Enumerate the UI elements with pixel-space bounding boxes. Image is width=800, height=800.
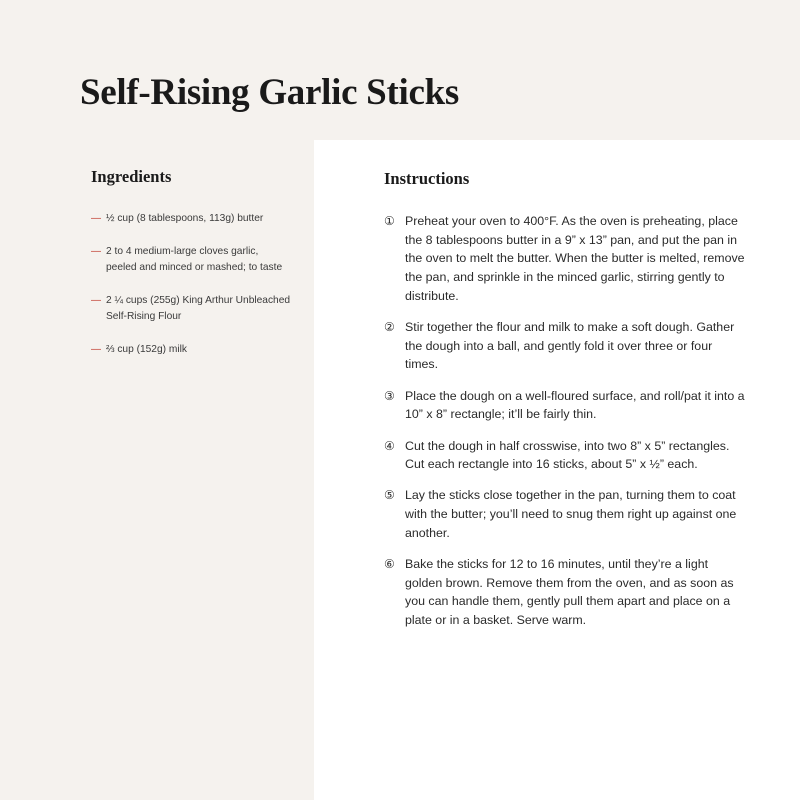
ingredient-text: ½ cup (8 tablespoons, 113g) butter [106,213,264,224]
ingredient-item [91,342,291,359]
instruction-step [384,387,746,424]
instructions-list [384,212,746,642]
step-number: ① [384,214,395,228]
dash-bullet-icon: — [91,245,101,257]
step-text: Place the dough on a well-floured surface, and roll/pat it into a 10” x 8” rectangle; it’ll be fairly thin. [405,388,745,422]
step-text: Stir together the flour and milk to make a soft dough. Gather the dough into a ball, and gently fold it over three or four times. [405,320,735,372]
instruction-step [384,212,746,306]
dash-bullet-icon: — [91,343,101,355]
ingredients-list [91,211,291,374]
dash-bullet-icon: — [91,294,101,306]
step-number: ⑤ [384,488,395,503]
instructions-panel [314,140,800,800]
step-number: ② [384,320,395,335]
dash-bullet-icon: — [91,213,101,224]
instruction-step [384,437,746,474]
step-text: Bake the sticks for 12 to 16 minutes, until they’re a light golden brown. Remove them from the oven, and as soon as you can handle them, gently pull them apart and place on a plate or in a basket. Serve warm. [405,557,734,628]
ingredients-panel [0,140,314,800]
ingredient-text: ⅔ cup (152g) milk [106,343,187,355]
instruction-step [384,486,746,542]
step-number: ③ [384,388,395,403]
step-text: Lay the sticks close together in the pan, turning them to coat with the butter; you’ll need to snug them right up against one another. [405,488,737,540]
ingredient-item [91,293,291,326]
instruction-step [384,318,746,374]
step-number: ⑥ [384,557,395,572]
step-text: Cut the dough in half crosswise, into two 8” x 5” rectangles. Cut each rectangle into 16 sticks, about 5” x ½” each. [405,438,730,472]
instructions-heading: Instructions [384,169,470,188]
page-title: Self-Rising Garlic Sticks [80,72,459,113]
ingredient-text: 2 to 4 medium-large cloves garlic, peeled and minced or mashed; to taste [106,245,283,273]
ingredient-item [91,244,291,277]
ingredients-heading: Ingredients [91,167,172,186]
ingredient-text: 2 ¼ cups (255g) King Arthur Unbleached Self-Rising Flour [106,294,291,322]
ingredient-item [91,211,291,228]
step-number: ④ [384,438,395,453]
step-text: Preheat your oven to 400°F. As the oven is preheating, place the 8 tablespoons butter in a 9” x 13” pan, and put the pan in the oven to melt the butter. When the butter is melted, remove the pan, and sprinkle in the minced garlic, stirring gently to distribute. [405,214,745,303]
instruction-step [384,555,746,630]
